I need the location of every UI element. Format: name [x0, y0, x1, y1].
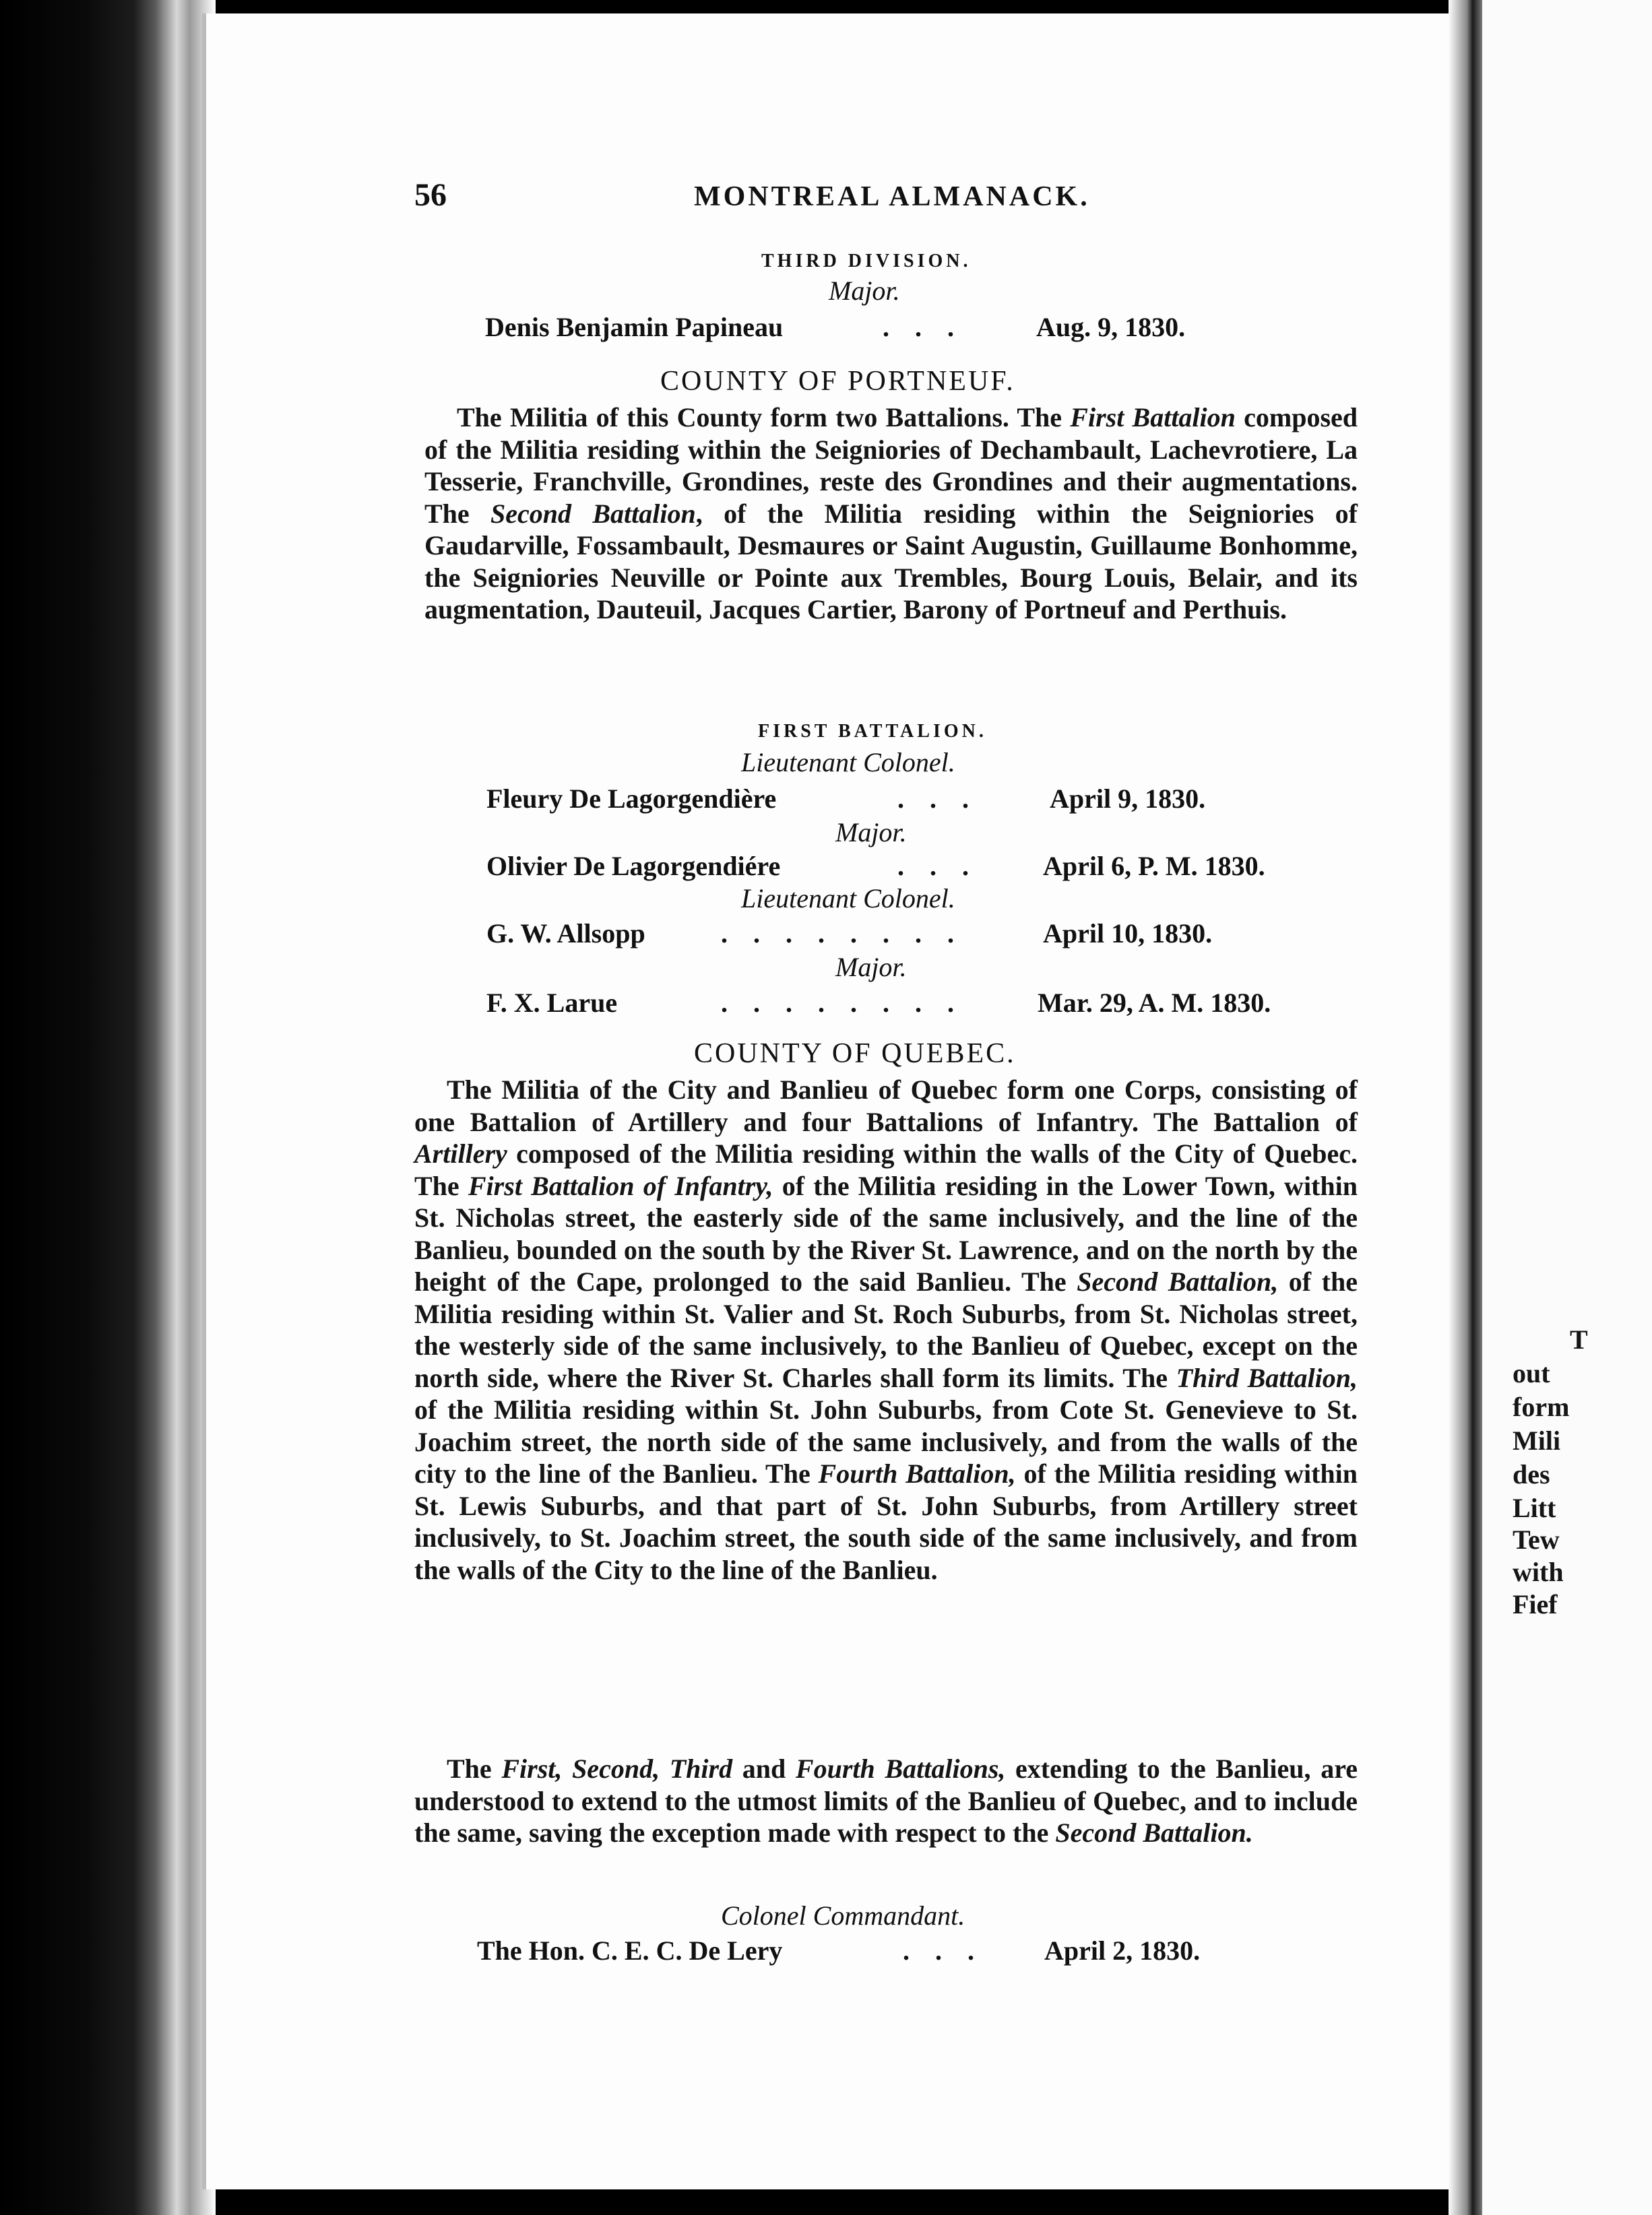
facing-fragment: Litt — [1513, 1493, 1556, 1523]
county-paragraph: The First, Second, Third and Fourth Battalions, extending to the Banlieu, are understood to extend to the utmost limits of the Banlieu of Quebec, and to include the same, saving the exception made with respect to the Second Battalion. — [414, 1754, 1358, 1848]
book-spine-edge — [0, 0, 216, 2215]
battalion-heading: FIRST BATTALION. — [758, 721, 987, 742]
facing-page — [1482, 0, 1652, 2215]
italic-phrase: Second Battalion, — [1077, 1266, 1279, 1297]
leader-dots: . . . . . . . . — [721, 918, 963, 949]
facing-fragment: form — [1513, 1392, 1570, 1422]
commission-date: Mar. 29, A. M. 1830. — [1038, 988, 1271, 1018]
facing-fragment: Tew — [1513, 1524, 1560, 1555]
leader-dots: . . . — [897, 783, 978, 814]
commission-date: Aug. 9, 1830. — [1036, 312, 1186, 342]
italic-phrase: Fourth Battalions, — [795, 1754, 1006, 1784]
facing-fragment: Fief — [1513, 1589, 1558, 1619]
officer-name: G. W. Allsopp — [486, 918, 645, 949]
facing-fragment: Mili — [1513, 1425, 1561, 1456]
facing-fragment: out — [1513, 1358, 1550, 1388]
officer-name: Fleury De Lagorgendière — [486, 783, 777, 814]
leader-dots: . . . — [883, 312, 963, 342]
leader-dots: . . . — [897, 851, 978, 881]
rank-label: Colonel Commandant. — [721, 1900, 965, 1931]
running-head: MONTREAL ALMANACK. — [694, 181, 1090, 212]
county-paragraph: The Militia of the City and Banlieu of Quebec form one Corps, consisting of one Battalion of Artillery and four Battalions of Infantry. The Battalion of Artillery composed of the Militia residing within the walls of the City of Quebec. The First Battalion of Infantry, of the Militia residing in the Lower Town, within St. Nicholas street, the easterly side of the same inclusively, and the line of the Banlieu, bounded on the south by the River St. Lawrence, and on the north by the height of the Cape, prolonged to the said Banlieu. The Second Battalion, of the Militia residing within St. Valier and St. Roch Suburbs, from St. Nicholas street, the westerly side of the same inclusively, to the Banlieu of Quebec, except on the north side, where the River St. Charles shall form its limits. The Third Battalion, of the Militia residing within St. John Suburbs, from Cote St. Genevieve to St. Joachim street, the north side of the same inclusively, and from the walls of the city to the line of the Banlieu. The Fourth Battalion, of the Militia residing within St. Lewis Suburbs, and that part of St. John Suburbs, from Artillery street inclusively, to St. Joachim street, the south side of the same inclusively, and from the walls of the City to the line of the Banlieu. — [414, 1074, 1358, 1585]
italic-phrase: Third Battalion, — [1176, 1362, 1358, 1393]
commission-date: April 2, 1830. — [1044, 1935, 1201, 1966]
italic-phrase: Artillery — [414, 1138, 507, 1169]
rank-label: Lieutenant Colonel. — [741, 883, 955, 913]
italic-phrase: First, Second, Third — [501, 1754, 733, 1784]
officer-name: The Hon. C. E. C. De Lery — [477, 1935, 783, 1966]
page-number: 56 — [414, 177, 447, 213]
officer-name: F. X. Larue — [486, 988, 618, 1018]
county-heading: COUNTY OF PORTNEUF. — [660, 366, 1015, 397]
italic-phrase: Fourth Battalion, — [818, 1458, 1016, 1489]
leader-dots: . . . . . . . . — [721, 988, 963, 1018]
italic-phrase: Second Battalion. — [1055, 1818, 1253, 1848]
rank-label: Major. — [835, 952, 907, 982]
italic-phrase: Second Battalion — [490, 498, 696, 529]
officer-name: Olivier De Lagorgendiére — [486, 851, 781, 881]
facing-fragment: des — [1513, 1459, 1550, 1489]
county-paragraph: The Militia of this County form two Battalions. The First Battalion composed of the Militia residing within the Seigniories of Dechambault, Lachevrotiere, La Tesserie, Franchville, Grondines, reste des Grondines and their augmentations. The Second Battalion, of the Militia residing within the Seigniories of Gaudarville, Fossambault, Desmaures or Saint Augustin, Guillaume Bonhomme, the Seigniories Neuville or Pointe aux Trembles, Bourg Louis, Belair, and its augmentation, Dauteuil, Jacques Cartier, Barony of Portneuf and Perthuis. — [424, 402, 1358, 624]
leader-dots: . . . — [903, 1935, 984, 1966]
facing-fragment: with — [1513, 1557, 1564, 1587]
commission-date: April 10, 1830. — [1043, 918, 1213, 949]
facing-fragment: T — [1570, 1324, 1588, 1355]
italic-phrase: First Battalion — [1070, 402, 1236, 432]
county-heading: COUNTY OF QUEBEC. — [694, 1038, 1016, 1069]
rank-label: Lieutenant Colonel. — [741, 747, 955, 777]
officer-name: Denis Benjamin Papineau — [485, 312, 784, 342]
commission-date: April 6, P. M. 1830. — [1043, 851, 1265, 881]
section-heading: THIRD DIVISION. — [761, 251, 972, 271]
commission-date: April 9, 1830. — [1050, 783, 1206, 814]
rank-label: Major. — [835, 817, 907, 847]
italic-phrase: First Battalion of Infantry, — [468, 1170, 773, 1201]
rank-label: Major. — [829, 276, 900, 306]
